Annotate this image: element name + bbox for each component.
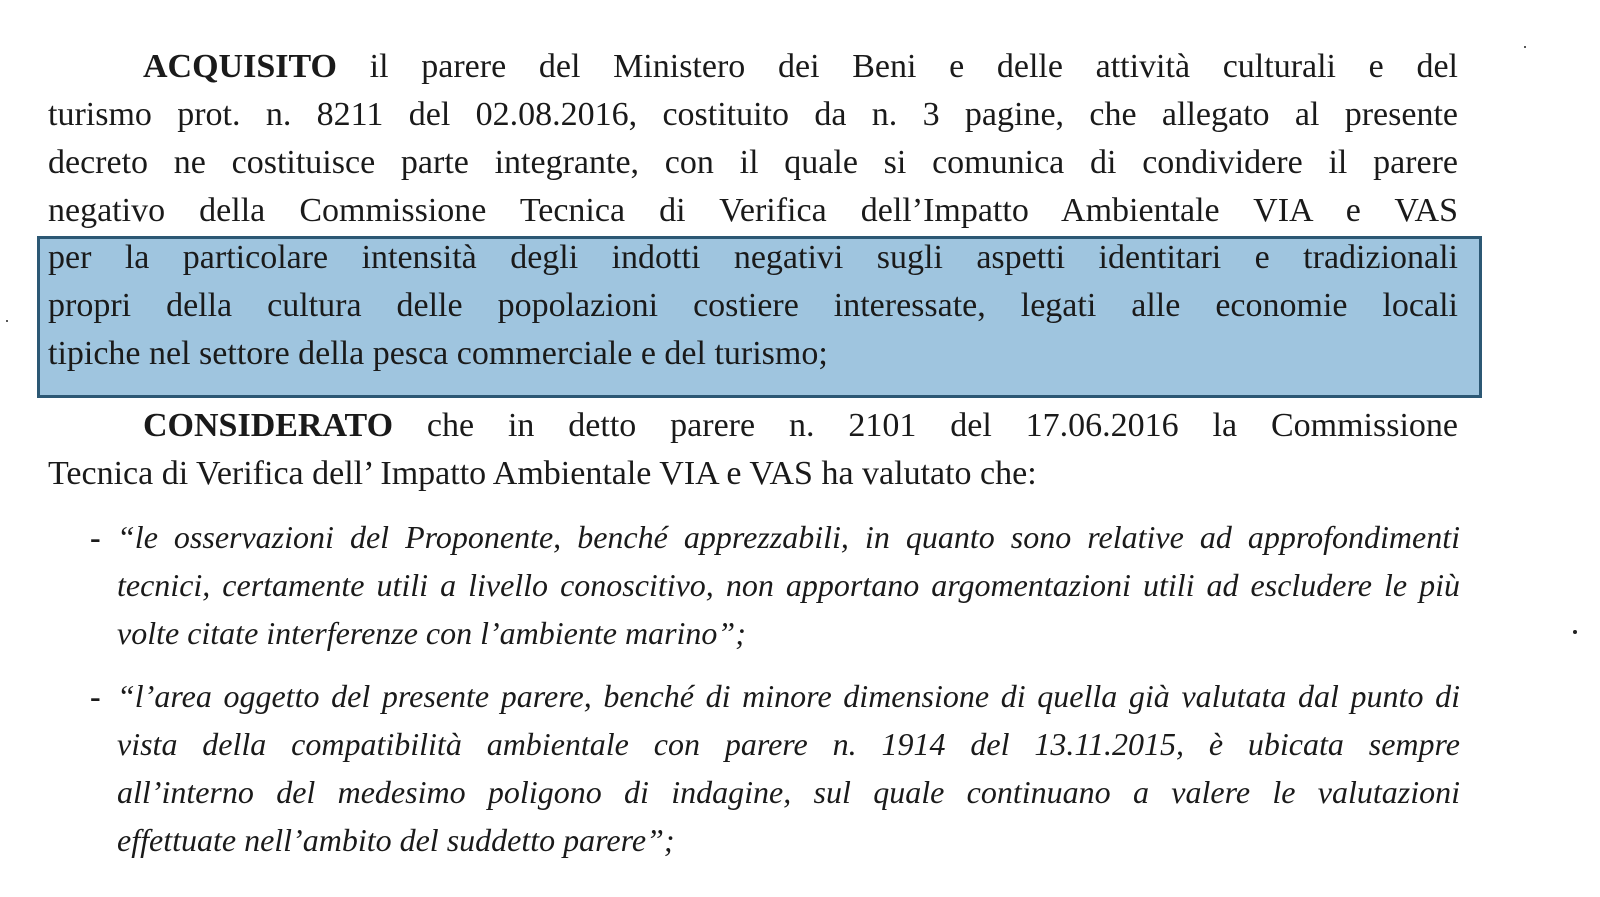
paragraph-line: negativo della Commissione Tecnica di Verifica dell’Impatto Ambientale VIA e VAS [48, 192, 1458, 229]
bullet-line: volte citate interferenze con l’ambiente marino”; [117, 615, 746, 651]
paragraph-line: CONSIDERATO che in detto parere n. 2101 del 17.06.2016 la Commissione [143, 407, 1458, 444]
bullet-line: “l’area oggetto del presente parere, benché di minore dimensione di quella già valutata dal punto di [117, 678, 1460, 714]
paragraph-acquisito [48, 43, 1458, 235]
bullet-line: “le osservazioni del Proponente, benché apprezzabili, in quanto sono relative ad approfondimenti [117, 519, 1460, 555]
quote-bullet [90, 513, 1460, 657]
paragraph-line: ACQUISITO il parere del Ministero dei Beni e delle attività culturali e del [143, 48, 1458, 85]
scan-speck [1573, 630, 1577, 634]
paragraph-line: decreto ne costituisce parte integrante, con il quale si comunica di condividere il parere [48, 144, 1458, 181]
keyword-acquisito: ACQUISITO [143, 48, 337, 85]
keyword-considerato: CONSIDERATO [143, 407, 394, 444]
highlighted-text [48, 234, 1458, 378]
quote-bullet [90, 672, 1460, 864]
scan-speck [6, 320, 8, 322]
scan-speck [1524, 46, 1526, 48]
bullet-dash: - [90, 519, 101, 555]
highlighted-line: per la particolare intensità degli indotti negativi sugli aspetti identitari e tradizionali [48, 239, 1458, 276]
bullet-line: tecnici, certamente utili a livello conoscitivo, non apportano argomentazioni utili ad escludere le più [117, 567, 1460, 603]
bullet-line: all’interno del medesimo poligono di indagine, sul quale continuano a valere le valutazioni [117, 774, 1460, 810]
highlighted-line: propri della cultura delle popolazioni costiere interessate, legati alle economie locali [48, 287, 1458, 324]
bullet-text [117, 672, 1460, 864]
paragraph-considerato [48, 402, 1458, 498]
bullet-line: vista della compatibilità ambientale con parere n. 1914 del 13.11.2015, è ubicata sempre [117, 726, 1460, 762]
paragraph-line: Tecnica di Verifica dell’ Impatto Ambientale VIA e VAS ha valutato che: [48, 455, 1037, 492]
bullet-dash: - [90, 678, 101, 714]
paragraph-line: turismo prot. n. 8211 del 02.08.2016, costituito da n. 3 pagine, che allegato al presente [48, 96, 1458, 133]
highlighted-line: tipiche nel settore della pesca commerciale e del turismo; [48, 335, 828, 372]
bullet-text [117, 513, 1460, 657]
bullet-line: effettuate nell’ambito del suddetto parere”; [117, 822, 675, 858]
